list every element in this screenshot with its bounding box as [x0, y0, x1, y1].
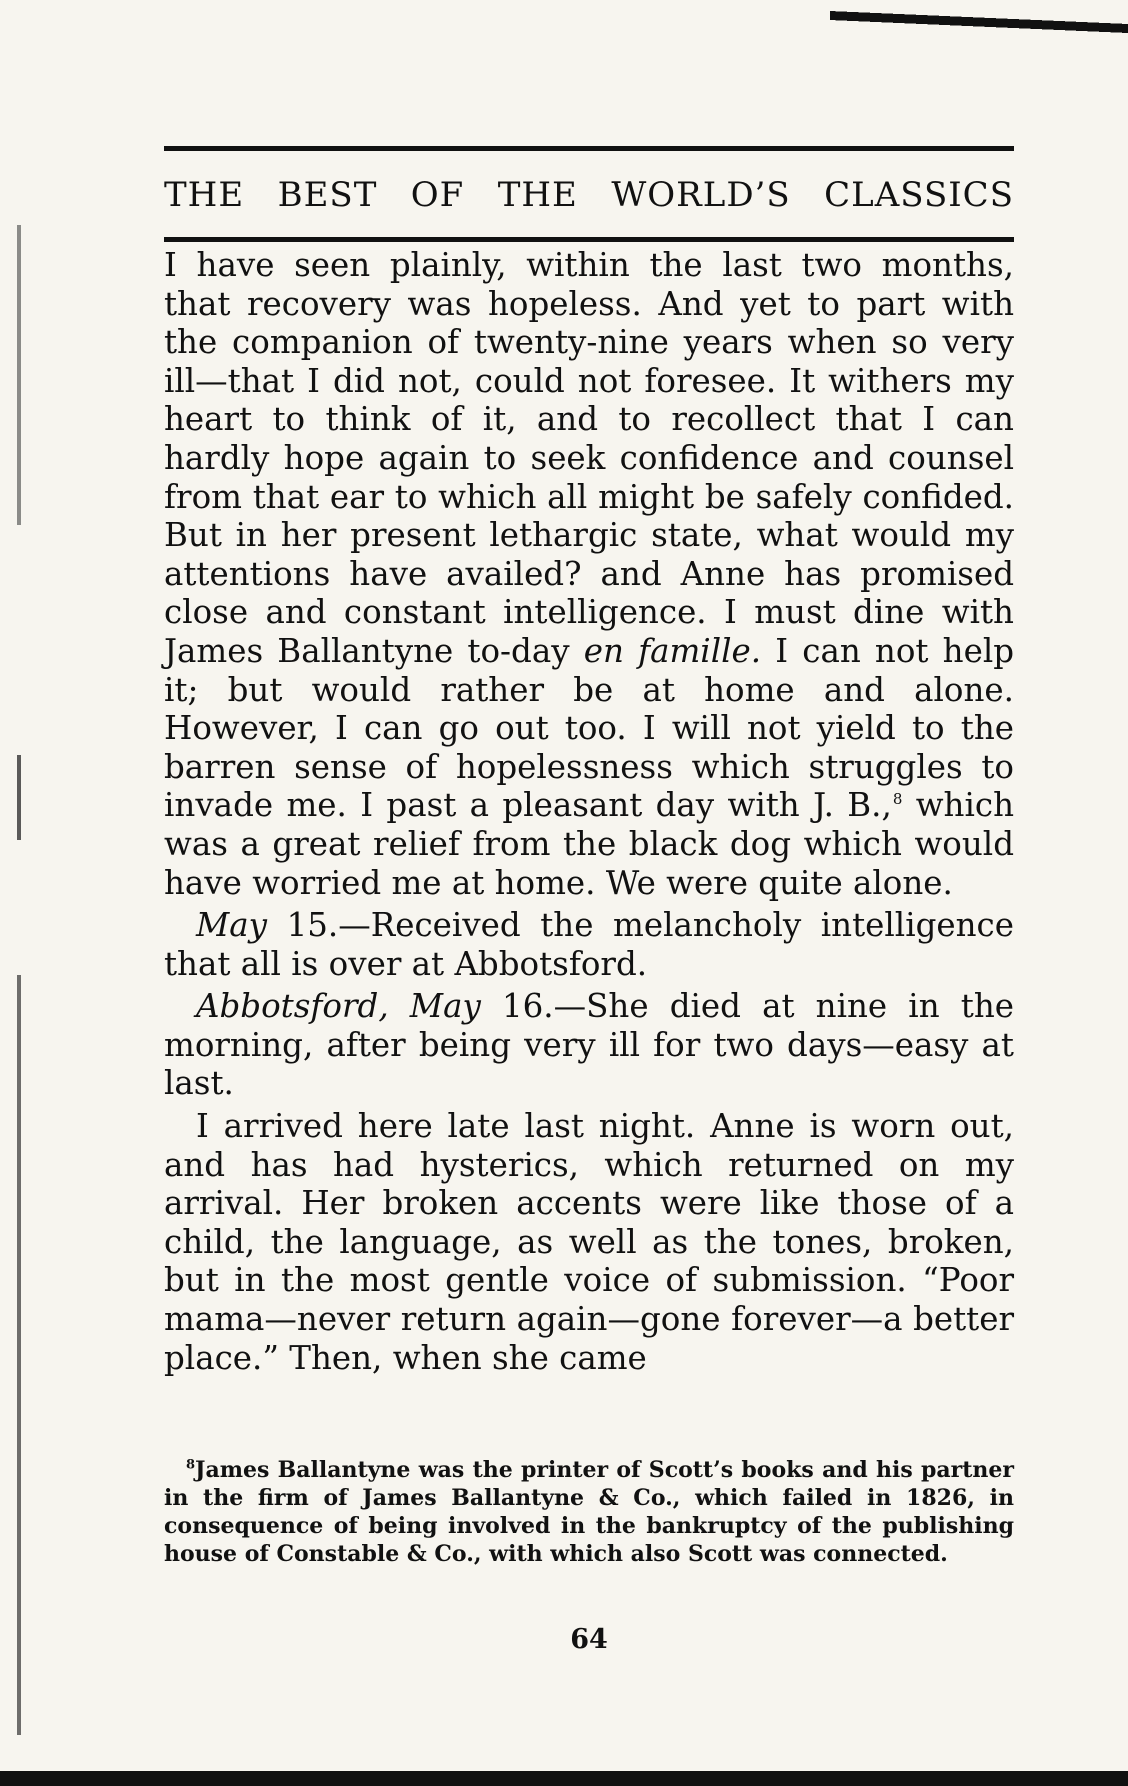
page-number: 64	[570, 1624, 608, 1655]
footnote-text: James Ballantyne was the printer of Scott’s books and his partner in the firm of James Ballantyne & Co., which failed in 1826, in consequence of being involved in the bankruptcy of the publishing house of Constable & Co., with which also Scott was connected.	[164, 1457, 1014, 1567]
italic-phrase: en famille.	[583, 631, 762, 670]
paragraph-2-text: 15.—Received the melancholy intelligence that all is over at Abbotsford.	[164, 906, 1014, 983]
footnote-marker: 8	[186, 1457, 196, 1473]
paragraph-3-text: 16.—She died at nine in the morning, after being very ill for two days—easy at last.	[164, 987, 1014, 1103]
scan-corner-mark	[830, 8, 1128, 51]
footnote	[164, 1456, 1014, 1568]
scan-edge-mark	[17, 225, 21, 525]
header-rule-top	[164, 146, 1014, 151]
scan-bottom-bar	[0, 1771, 1128, 1786]
paragraph-3	[164, 987, 1014, 1103]
header-rule-bottom	[164, 237, 1014, 242]
paragraph-1-text-a: I have seen plainly, within the last two months, that recovery was hopeless. And yet to part with the companion of twenty-nine years when so very ill—that I did not, could not foresee. It withers my heart to think of it, and to recollect that I can hardly hope again to seek confidence and counsel from that ear to which all might be safely confided. But in her present lethargic state, what would my attentions have availed? and Anne has promised close and constant intelligence. I must dine with James Ballantyne to-day	[164, 246, 1014, 670]
paragraph-2	[164, 906, 1014, 983]
paragraph-1-text-b: I can not help it; but would rather be at home and alone. However, I can go out too. I will not yield to the barren sense of hopelessness which struggles to invade me. I past a pleasant day with J. B.,	[164, 631, 1015, 825]
scan-edge-mark	[17, 755, 21, 840]
paragraph-4: I arrived here late last night. Anne is worn out, and has had hysterics, which returned on my arrival. Her broken accents were like those of a child, the language, as well as the tones, broken, but in the most gentle voice of submission. “Poor mama—never return again—gone forever—a better place.” Then, when she came	[164, 1107, 1014, 1377]
footnote-reference: 8	[892, 790, 903, 809]
running-head: THE BEST OF THE WORLD’S CLASSICS	[164, 175, 1014, 215]
scan-edge-mark	[17, 975, 21, 1735]
body-text	[164, 246, 1014, 1377]
paragraph-1-text-c: which was a great relief from the black dog which would have worried me at home. We were quite alone.	[164, 786, 1015, 902]
paragraph-1	[164, 246, 1014, 902]
entry-date: Abbotsford, May	[196, 987, 481, 1026]
entry-date: May	[196, 906, 268, 945]
